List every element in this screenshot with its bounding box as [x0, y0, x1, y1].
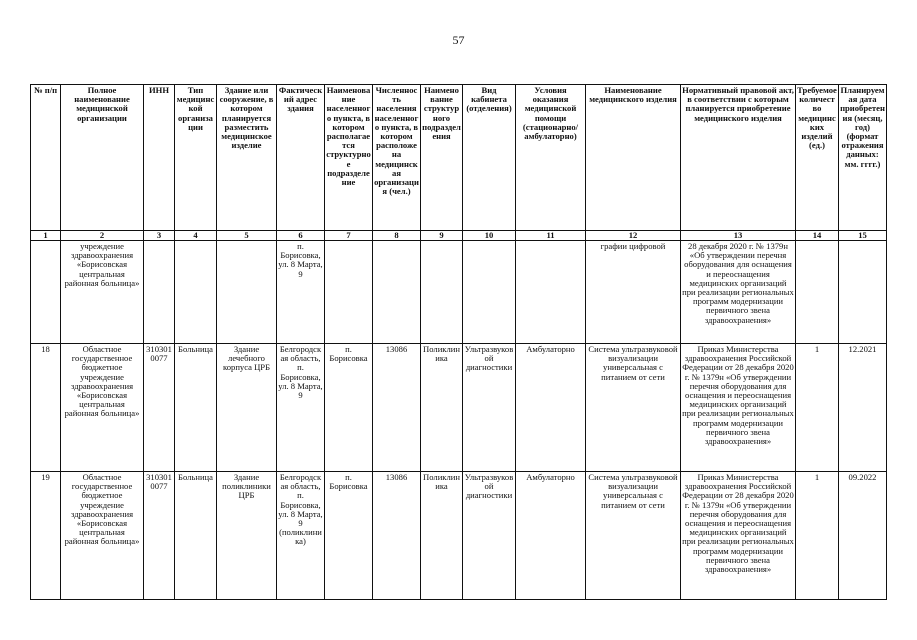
- cell-org: Областное государственное бюджетное учреждение здравоохранения «Борисовская центральная районная больница»: [61, 472, 144, 600]
- cell-building: Здание лечебного корпуса ЦРБ: [217, 344, 277, 472]
- column-header: Наименование медицинского изделия: [586, 85, 681, 231]
- column-number-row: [31, 231, 887, 241]
- column-header: Наименование структурного подразделения: [421, 85, 463, 231]
- cell-population: [373, 241, 421, 344]
- table-row: [31, 344, 887, 472]
- cell-conditions: Амбулаторно: [516, 344, 586, 472]
- column-number: 8: [373, 231, 421, 241]
- column-number: 15: [839, 231, 887, 241]
- cell-date: 12.2021: [839, 344, 887, 472]
- column-number: 9: [421, 231, 463, 241]
- column-number: 2: [61, 231, 144, 241]
- table-row: [31, 241, 887, 344]
- column-header: № п/п: [31, 85, 61, 231]
- column-number: 6: [277, 231, 325, 241]
- column-number: 3: [144, 231, 175, 241]
- cell-population: 13086: [373, 344, 421, 472]
- cell-num: 19: [31, 472, 61, 600]
- table-row: [31, 472, 887, 600]
- cell-act: Приказ Министерства здравоохранения Российской Федерации от 28 декабря 2020 г. № 1379н «Об утверждении перечня оборудования для оснащения и переоснащения медицинских организаций при реализации региональных программ модернизации первичного звена здравоохранения»: [681, 344, 796, 472]
- column-header: Нормативный правовой акт, в соответствии с которым планируется приобретение медицинского изделия: [681, 85, 796, 231]
- cell-org: учреждение здравоохранения «Борисовская центральная районная больница»: [61, 241, 144, 344]
- cell-locality: [325, 241, 373, 344]
- cell-act: 28 декабря 2020 г. № 1379н «Об утверждении перечня оборудования для оснащения и переоснащения медицинских организаций при реализации региональных программ модернизации первичного звена здравоохранения»: [681, 241, 796, 344]
- column-header: Условия оказания медицинской помощи (стационарно/амбулаторно): [516, 85, 586, 231]
- column-number: 5: [217, 231, 277, 241]
- cell-date: [839, 241, 887, 344]
- column-number: 7: [325, 231, 373, 241]
- cell-device: Система ультразвуковой визуализации универсальная с питанием от сети: [586, 344, 681, 472]
- cell-unit: Поликлиника: [421, 344, 463, 472]
- column-number: 12: [586, 231, 681, 241]
- cell-qty: 1: [796, 472, 839, 600]
- cell-conditions: [516, 241, 586, 344]
- cell-inn: [144, 241, 175, 344]
- cell-type: Больница: [175, 472, 217, 600]
- equipment-register-table: [30, 84, 887, 600]
- column-header: Вид кабинета (отделения): [463, 85, 516, 231]
- cell-cabinet: [463, 241, 516, 344]
- cell-type: [175, 241, 217, 344]
- cell-qty: [796, 241, 839, 344]
- page-number: 57: [452, 33, 465, 47]
- cell-qty: 1: [796, 344, 839, 472]
- cell-inn: 3103010077: [144, 344, 175, 472]
- column-number: 13: [681, 231, 796, 241]
- cell-address: Белгородская область, п. Борисовка, ул. 8 Марта, 9 (поликлиника): [277, 472, 325, 600]
- column-header: Численность населения населенного пункта, в котором расположена медицинская организация (чел.): [373, 85, 421, 231]
- cell-num: 18: [31, 344, 61, 472]
- column-header: ИНН: [144, 85, 175, 231]
- column-header: Фактический адрес здания: [277, 85, 325, 231]
- cell-unit: Поликлиника: [421, 472, 463, 600]
- cell-act: Приказ Министерства здравоохранения Российской Федерации от 28 декабря 2020 г. № 1379н «Об утверждении перечня оборудования для оснащения и переоснащения медицинских организаций при реализации региональных программ модернизации первичного звена здравоохранения»: [681, 472, 796, 600]
- cell-population: 13086: [373, 472, 421, 600]
- column-header: Наименование населенного пункта, в котором располагается структурное подразделение: [325, 85, 373, 231]
- cell-org: Областное государственное бюджетное учреждение здравоохранения «Борисовская центральная районная больница»: [61, 344, 144, 472]
- column-header: Планируемая дата приобретения (месяц, год) (формат отражения данных: мм. гггг.): [839, 85, 887, 231]
- header-row: [31, 85, 887, 231]
- cell-cabinet: Ультразвуковой диагностики: [463, 344, 516, 472]
- column-number: 14: [796, 231, 839, 241]
- cell-inn: 3103010077: [144, 472, 175, 600]
- cell-device: графии цифровой: [586, 241, 681, 344]
- cell-device: Система ультразвуковой визуализации универсальная с питанием от сети: [586, 472, 681, 600]
- cell-unit: [421, 241, 463, 344]
- column-number: 4: [175, 231, 217, 241]
- cell-building: Здание поликлиники ЦРБ: [217, 472, 277, 600]
- column-header: Полное наименование медицинской организации: [61, 85, 144, 231]
- cell-conditions: Амбулаторно: [516, 472, 586, 600]
- cell-locality: п. Борисовка: [325, 344, 373, 472]
- cell-date: 09.2022: [839, 472, 887, 600]
- cell-address: Белгородская область, п. Борисовка, ул. 8 Марта, 9: [277, 344, 325, 472]
- column-header: Тип медицинской организации: [175, 85, 217, 231]
- cell-cabinet: Ультразвуковой диагностики: [463, 472, 516, 600]
- column-header: Требуемое количество медицинских изделий (ед.): [796, 85, 839, 231]
- cell-address: п. Борисовка, ул. 8 Марта, 9: [277, 241, 325, 344]
- cell-building: [217, 241, 277, 344]
- column-number: 11: [516, 231, 586, 241]
- column-header: Здание или сооружение, в котором планируется разместить медицинское изделие: [217, 85, 277, 231]
- cell-type: Больница: [175, 344, 217, 472]
- cell-num: [31, 241, 61, 344]
- cell-locality: п. Борисовка: [325, 472, 373, 600]
- column-number: 1: [31, 231, 61, 241]
- column-number: 10: [463, 231, 516, 241]
